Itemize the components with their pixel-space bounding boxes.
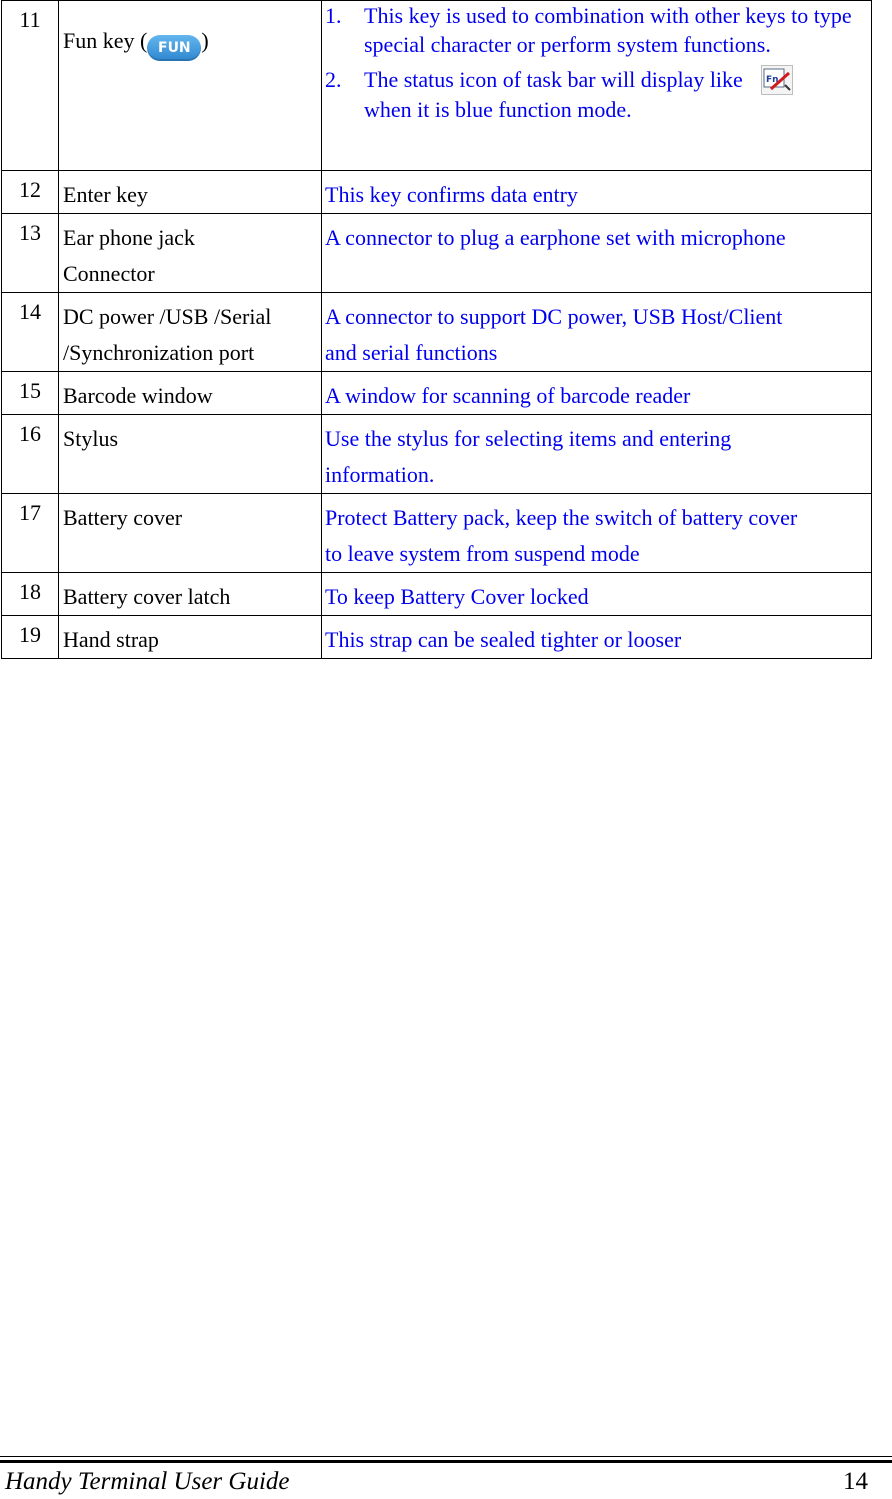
row-number: 11: [2, 1, 59, 171]
key-description: This key confirms data entry: [322, 171, 872, 214]
key-description-line: A connector to support DC power, USB Host/Client: [325, 304, 783, 329]
document-title: Handy Terminal User Guide: [5, 1468, 290, 1495]
key-description-line: to leave system from suspend mode: [325, 541, 640, 566]
key-name-suffix: ): [201, 28, 209, 53]
key-description-line: information.: [325, 462, 435, 487]
page-footer: [0, 1456, 892, 1499]
list-item-text: The status icon of task bar will display like: [364, 67, 743, 92]
key-description: [322, 494, 872, 573]
key-description: A connector to plug a earphone set with microphone: [322, 214, 872, 293]
row-number: 13: [2, 214, 59, 293]
list-item: [325, 1, 869, 59]
page-number: 14: [843, 1468, 868, 1495]
row-number: 16: [2, 415, 59, 494]
table-row: [2, 616, 872, 659]
key-name: Hand strap: [59, 616, 322, 659]
key-name: Enter key: [59, 171, 322, 214]
list-marker: 1.: [325, 3, 342, 28]
key-name-line: DC power /USB /Serial: [63, 304, 272, 329]
key-description: A window for scanning of barcode reader: [322, 372, 872, 415]
row-number: 12: [2, 171, 59, 214]
table-row: [2, 494, 872, 573]
key-name-line: /Synchronization port: [63, 340, 255, 365]
svg-text:Fn: Fn: [765, 75, 779, 85]
key-name-line: Ear phone jack: [63, 225, 195, 250]
list-item-text: This key is used to combination with other keys to type special character or perform system functions.: [364, 3, 852, 57]
key-name: Stylus: [59, 415, 322, 494]
key-description: To keep Battery Cover locked: [322, 573, 872, 616]
key-name: Battery cover: [59, 494, 322, 573]
key-name: [59, 214, 322, 293]
row-number: 19: [2, 616, 59, 659]
footer-rule: [0, 1460, 892, 1463]
key-name: [59, 293, 322, 372]
list-marker: 2.: [325, 67, 342, 92]
key-name: Barcode window: [59, 372, 322, 415]
row-number: 17: [2, 494, 59, 573]
key-name-prefix: Fun key (: [63, 28, 148, 53]
key-description-line: Use the stylus for selecting items and entering: [325, 426, 732, 451]
key-description: This strap can be sealed tighter or looser: [322, 616, 872, 659]
key-description: [322, 1, 872, 171]
key-description: [322, 415, 872, 494]
key-description-line: Protect Battery pack, keep the switch of battery cover: [325, 505, 798, 530]
key-name: Battery cover latch: [59, 573, 322, 616]
key-description-table: [1, 0, 872, 659]
table-row: [2, 293, 872, 372]
key-name-line: Connector: [63, 261, 155, 286]
table-row: [2, 573, 872, 616]
table-row: [2, 1, 872, 171]
fn-status-icon: [761, 65, 793, 95]
description-list: [325, 1, 869, 124]
table-row: [2, 415, 872, 494]
key-description: [322, 293, 872, 372]
footer-rule: [0, 1456, 892, 1457]
list-item-text-cont: when it is blue function mode.: [364, 97, 632, 122]
row-number: 15: [2, 372, 59, 415]
table-row: [2, 171, 872, 214]
fun-key-icon: FUN: [147, 35, 201, 61]
key-name: [59, 1, 322, 171]
row-number: 14: [2, 293, 59, 372]
key-description-line: and serial functions: [325, 340, 498, 365]
row-number: 18: [2, 573, 59, 616]
list-item: [325, 65, 869, 124]
table-row: [2, 214, 872, 293]
table-row: [2, 372, 872, 415]
